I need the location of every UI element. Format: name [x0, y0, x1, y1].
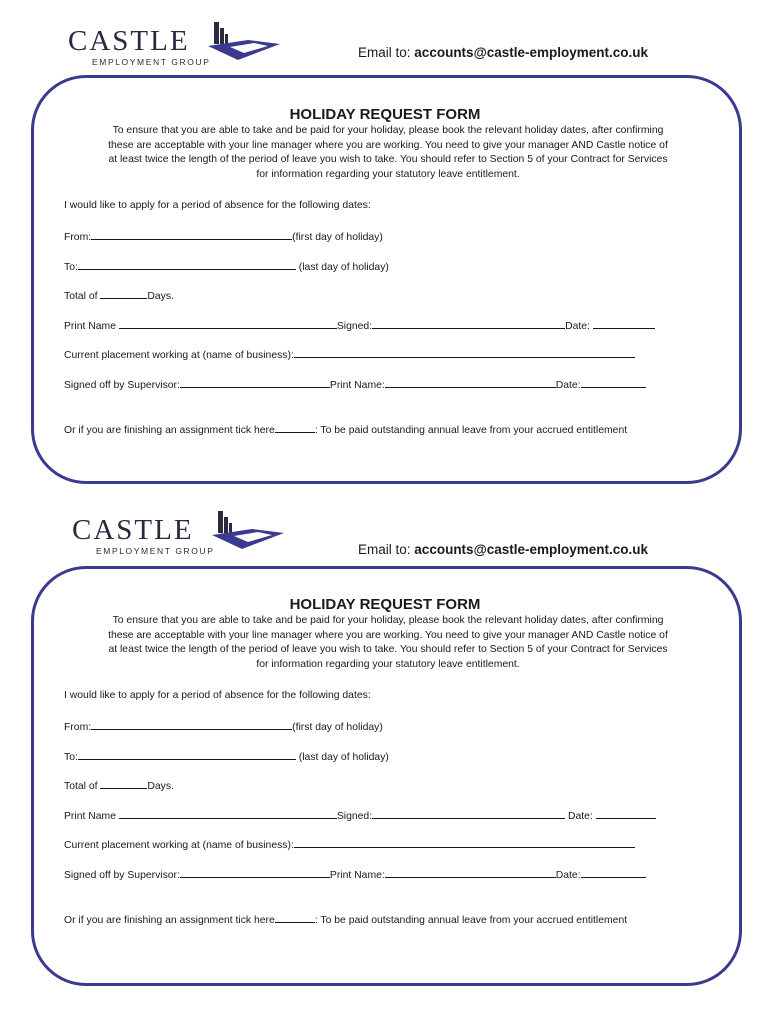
days-label: Days. [147, 781, 174, 792]
print-name2-label: Print Name: [329, 870, 385, 881]
form-title: HOLIDAY REQUEST FORM [289, 106, 481, 123]
finishing-row [64, 912, 627, 926]
finishing-tick-field[interactable] [275, 912, 315, 923]
intro-text [56, 614, 720, 672]
logo-subtitle: EMPLOYMENT GROUP [92, 57, 211, 67]
logo-wordmark: CASTLE [68, 25, 190, 57]
total-row [64, 288, 174, 302]
total-label: Total of [64, 781, 98, 792]
placement-label: Current placement working at (name of business): [64, 840, 294, 851]
to-hint: (last day of holiday) [298, 752, 389, 763]
supervisor-row [64, 377, 646, 391]
print-name-label: Print Name [64, 811, 116, 822]
print-name-row [64, 808, 656, 822]
signed-field[interactable] [372, 808, 565, 819]
days-label: Days. [147, 291, 174, 302]
total-row [64, 778, 174, 792]
intro-line: these are acceptable with your line manager where you are working. You need to give your manager AND Castle notice of [108, 629, 668, 641]
from-row [64, 719, 383, 733]
print-name2-label: Print Name: [329, 380, 385, 391]
date-label: Date: [568, 811, 593, 822]
signed-label: Signed: [336, 321, 373, 332]
date-field[interactable] [596, 808, 656, 819]
to-date-field[interactable] [78, 259, 296, 270]
supervisor-signature-field[interactable] [180, 867, 330, 878]
castle-logo-icon [208, 20, 280, 64]
signed-label: Signed: [336, 811, 373, 822]
supervisor-signature-field[interactable] [180, 377, 330, 388]
from-label: From: [64, 722, 92, 733]
to-hint: (last day of holiday) [298, 262, 389, 273]
supervisor-date-field[interactable] [581, 377, 646, 388]
placement-label: Current placement working at (name of business): [64, 350, 294, 361]
supervisor-name-field[interactable] [385, 867, 556, 878]
placement-row [64, 837, 635, 851]
email-line [358, 45, 648, 60]
to-row [64, 749, 389, 763]
to-label: To: [64, 262, 78, 273]
intro-line: To ensure that you are able to take and be paid for your holiday, please book the relevant holiday dates, after confirming [112, 125, 664, 136]
from-hint: (first day of holiday) [292, 232, 383, 243]
from-hint: (first day of holiday) [292, 722, 383, 733]
placement-row [64, 347, 635, 361]
form-title: HOLIDAY REQUEST FORM [289, 596, 481, 613]
intro-text [56, 124, 720, 182]
email-address[interactable]: accounts@castle-employment.co.uk [414, 45, 649, 60]
from-date-field[interactable] [91, 229, 292, 240]
from-row [64, 229, 383, 243]
date2-label: Date: [555, 380, 581, 391]
placement-field[interactable] [294, 837, 635, 848]
from-date-field[interactable] [91, 719, 292, 730]
date-label: Date: [565, 321, 590, 332]
finishing-suffix: : To be paid outstanding annual leave from your accrued entitlement [314, 425, 628, 436]
placement-field[interactable] [294, 347, 635, 358]
print-name-field[interactable] [119, 318, 337, 329]
email-line [358, 542, 648, 557]
intro-line: for information regarding your statutory leave entitlement. [256, 168, 520, 180]
supervisor-label: Signed off by Supervisor: [64, 380, 180, 391]
to-date-field[interactable] [78, 749, 296, 760]
total-label: Total of [64, 291, 98, 302]
email-label: Email to: [358, 542, 411, 557]
date2-label: Date: [555, 870, 581, 881]
date-field[interactable] [593, 318, 655, 329]
finishing-label: Or if you are finishing an assignment tick here [64, 425, 275, 436]
finishing-row [64, 422, 627, 436]
print-name-row [64, 318, 655, 332]
to-row [64, 259, 389, 273]
logo-subtitle: EMPLOYMENT GROUP [96, 546, 215, 556]
intro-line: To ensure that you are able to take and be paid for your holiday, please book the relevant holiday dates, after confirming [112, 615, 664, 626]
supervisor-label: Signed off by Supervisor: [64, 870, 180, 881]
print-name-field[interactable] [119, 808, 337, 819]
apply-text: I would like to apply for a period of absence for the following dates: [64, 200, 371, 211]
total-days-field[interactable] [100, 778, 147, 789]
email-address[interactable]: accounts@castle-employment.co.uk [414, 542, 649, 557]
apply-text: I would like to apply for a period of absence for the following dates: [64, 690, 371, 701]
intro-line: at least twice the length of the period of leave you wish to take. You should refer to Section 5 of your Contract for Services [108, 644, 668, 655]
to-label: To: [64, 752, 78, 763]
finishing-tick-field[interactable] [275, 422, 315, 433]
intro-line: for information regarding your statutory leave entitlement. [256, 658, 520, 670]
email-label: Email to: [358, 45, 411, 60]
finishing-label: Or if you are finishing an assignment tick here [64, 915, 275, 926]
finishing-suffix: : To be paid outstanding annual leave from your accrued entitlement [314, 915, 628, 926]
from-label: From: [64, 232, 92, 243]
supervisor-date-field[interactable] [581, 867, 646, 878]
total-days-field[interactable] [100, 288, 147, 299]
print-name-label: Print Name [64, 321, 116, 332]
intro-line: at least twice the length of the period of leave you wish to take. You should refer to Section 5 of your Contract for Services [108, 154, 668, 165]
logo-wordmark: CASTLE [72, 514, 194, 546]
intro-line: these are acceptable with your line manager where you are working. You need to give your manager AND Castle notice of [108, 139, 668, 151]
supervisor-name-field[interactable] [385, 377, 556, 388]
supervisor-row [64, 867, 646, 881]
signed-field[interactable] [372, 318, 565, 329]
castle-logo-icon [212, 509, 284, 553]
